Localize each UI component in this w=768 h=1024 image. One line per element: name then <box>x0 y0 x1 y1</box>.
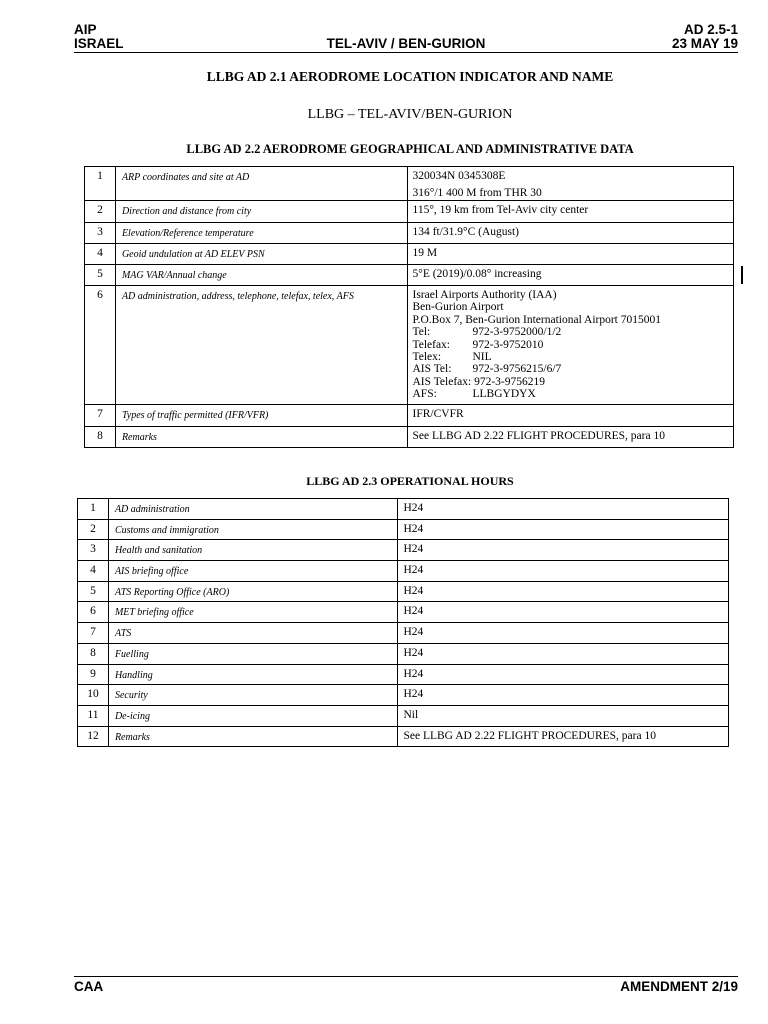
header-country: ISRAEL <box>74 36 124 51</box>
table-row <box>85 223 734 244</box>
table-row <box>78 540 729 561</box>
tel-value: 972-3-9752000/1/2 <box>472 326 562 339</box>
table-row <box>78 623 729 644</box>
table-row <box>85 244 734 265</box>
admin-tel-line <box>413 326 734 338</box>
admin-telex-line <box>413 351 734 363</box>
row-label: ATS <box>108 623 398 644</box>
row-number: 6 <box>85 286 116 405</box>
ais-tel-label: AIS Tel: <box>412 363 452 376</box>
arp-coordinates: 320034N 0345308E <box>412 170 506 182</box>
admin-address: P.O.Box 7, Ben-Gurion International Airport 7015001 <box>412 313 662 326</box>
section-2-1-subtitle: LLBG – TEL-AVIV/BEN-GURION <box>307 107 513 122</box>
row-label: MET briefing office <box>108 602 398 623</box>
row-label: Security <box>108 685 398 706</box>
table-row <box>85 286 734 405</box>
row-number: 1 <box>78 499 109 520</box>
row-value: Nil <box>398 705 729 726</box>
row-number: 3 <box>78 540 109 561</box>
footer-authority: CAA <box>74 979 104 994</box>
row-number: 1 <box>85 167 116 201</box>
admin-airport: Ben-Gurion Airport <box>412 301 504 314</box>
row-value: See LLBG AD 2.22 FLIGHT PROCEDURES, para 10 <box>398 726 729 747</box>
row-number: 4 <box>78 561 109 582</box>
row-number: 9 <box>78 664 109 685</box>
table-row <box>78 581 729 602</box>
table-row <box>78 602 729 623</box>
table-row <box>78 726 729 747</box>
row-label: De-icing <box>108 705 398 726</box>
afs-value: LLBGYDYX <box>472 388 536 401</box>
row-value: H24 <box>398 561 729 582</box>
row-number: 8 <box>78 643 109 664</box>
table-row <box>78 685 729 706</box>
row-number: 6 <box>78 602 109 623</box>
row-label: AD administration, address, telephone, telefax, telex, AFS <box>115 286 407 405</box>
row-number: 5 <box>78 581 109 602</box>
row-label: ATS Reporting Office (ARO) <box>108 581 398 602</box>
row-value: H24 <box>398 540 729 561</box>
header-aip: AIP <box>74 22 97 37</box>
row-number: 7 <box>78 623 109 644</box>
row-value: 134 ft/31.9°C (August) <box>407 223 734 244</box>
afs-label: AFS: <box>412 388 437 401</box>
section-2-2-title: LLBG AD 2.2 AERODROME GEOGRAPHICAL AND ADMINISTRATIVE DATA <box>186 142 634 156</box>
table-row <box>85 265 734 286</box>
row-value: H24 <box>398 519 729 540</box>
row-label: MAG VAR/Annual change <box>115 265 407 286</box>
table-row <box>78 519 729 540</box>
footer-rule <box>74 976 738 977</box>
header-aerodrome: TEL-AVIV / BEN-GURION <box>326 36 486 51</box>
table-row <box>78 561 729 582</box>
table-row <box>78 664 729 685</box>
header-page-ref: AD 2.5-1 <box>683 22 738 37</box>
row-number: 12 <box>78 726 109 747</box>
row-label: Customs and immigration <box>108 519 398 540</box>
row-value: 115°, 19 km from Tel-Aviv city center <box>407 201 734 223</box>
row-value: H24 <box>398 499 729 520</box>
row-number: 11 <box>78 705 109 726</box>
row-value: H24 <box>398 602 729 623</box>
tel-label: Tel: <box>412 326 431 339</box>
row-value <box>407 167 734 201</box>
table-row <box>85 427 734 448</box>
row-value: H24 <box>398 664 729 685</box>
table-row <box>78 705 729 726</box>
ais-tel-value: 972-3-9756215/6/7 <box>472 363 562 376</box>
row-label: Elevation/Reference temperature <box>115 223 407 244</box>
row-value: H24 <box>398 623 729 644</box>
admin-telefax-line <box>413 339 734 351</box>
row-number: 10 <box>78 685 109 706</box>
row-label: Fuelling <box>108 643 398 664</box>
table-row <box>85 167 734 201</box>
row-number: 7 <box>85 405 116 427</box>
row-number: 2 <box>85 201 116 223</box>
telefax-value: 972-3-9752010 <box>472 338 544 351</box>
row-label: Remarks <box>108 726 398 747</box>
admin-contact-block <box>407 286 734 405</box>
row-value: IFR/CVFR <box>407 405 734 427</box>
row-number: 4 <box>85 244 116 265</box>
telex-value: NIL <box>472 351 492 364</box>
change-bar <box>741 266 743 284</box>
row-label: ARP coordinates and site at AD <box>115 167 407 201</box>
row-value: 5°E (2019)/0.08° increasing <box>407 265 734 286</box>
row-label: Direction and distance from city <box>115 201 407 223</box>
row-number: 8 <box>85 427 116 448</box>
row-number: 2 <box>78 519 109 540</box>
row-label: Geoid undulation at AD ELEV PSN <box>115 244 407 265</box>
telefax-label: Telefax: <box>412 338 451 351</box>
row-value: H24 <box>398 643 729 664</box>
header-rule <box>74 52 738 53</box>
section-2-3-title: LLBG AD 2.3 OPERATIONAL HOURS <box>306 474 514 488</box>
operational-hours-table <box>77 498 729 747</box>
admin-afs-line <box>413 388 734 400</box>
row-number: 3 <box>85 223 116 244</box>
header-right <box>672 23 738 51</box>
table-row <box>78 499 729 520</box>
table-row <box>85 405 734 427</box>
footer-amendment: AMENDMENT 2/19 <box>620 979 738 994</box>
table-row <box>78 643 729 664</box>
header-date: 23 MAY 19 <box>671 36 738 51</box>
arp-site: 316°/1 400 M from THR 30 <box>412 187 542 199</box>
geo-admin-data-table <box>84 166 734 448</box>
admin-ais-tel-line <box>413 363 734 375</box>
row-label: Health and sanitation <box>108 540 398 561</box>
row-label: AIS briefing office <box>108 561 398 582</box>
section-2-1-title: LLBG AD 2.1 AERODROME LOCATION INDICATOR AND NAME <box>206 69 614 84</box>
row-value: H24 <box>398 581 729 602</box>
row-label: Handling <box>108 664 398 685</box>
row-label: AD administration <box>108 499 398 520</box>
telex-label: Telex: <box>412 351 442 364</box>
table-row <box>85 201 734 223</box>
row-label: Remarks <box>115 427 407 448</box>
row-value: 19 M <box>407 244 734 265</box>
row-value: H24 <box>398 685 729 706</box>
admin-org: Israel Airports Authority (IAA) <box>412 289 557 301</box>
row-label: Types of traffic permitted (IFR/VFR) <box>115 405 407 427</box>
admin-ais-telefax-line: AIS Telefax: 972-3-9756219 <box>412 375 545 388</box>
row-value: See LLBG AD 2.22 FLIGHT PROCEDURES, para 10 <box>407 427 734 448</box>
row-number: 5 <box>85 265 116 286</box>
